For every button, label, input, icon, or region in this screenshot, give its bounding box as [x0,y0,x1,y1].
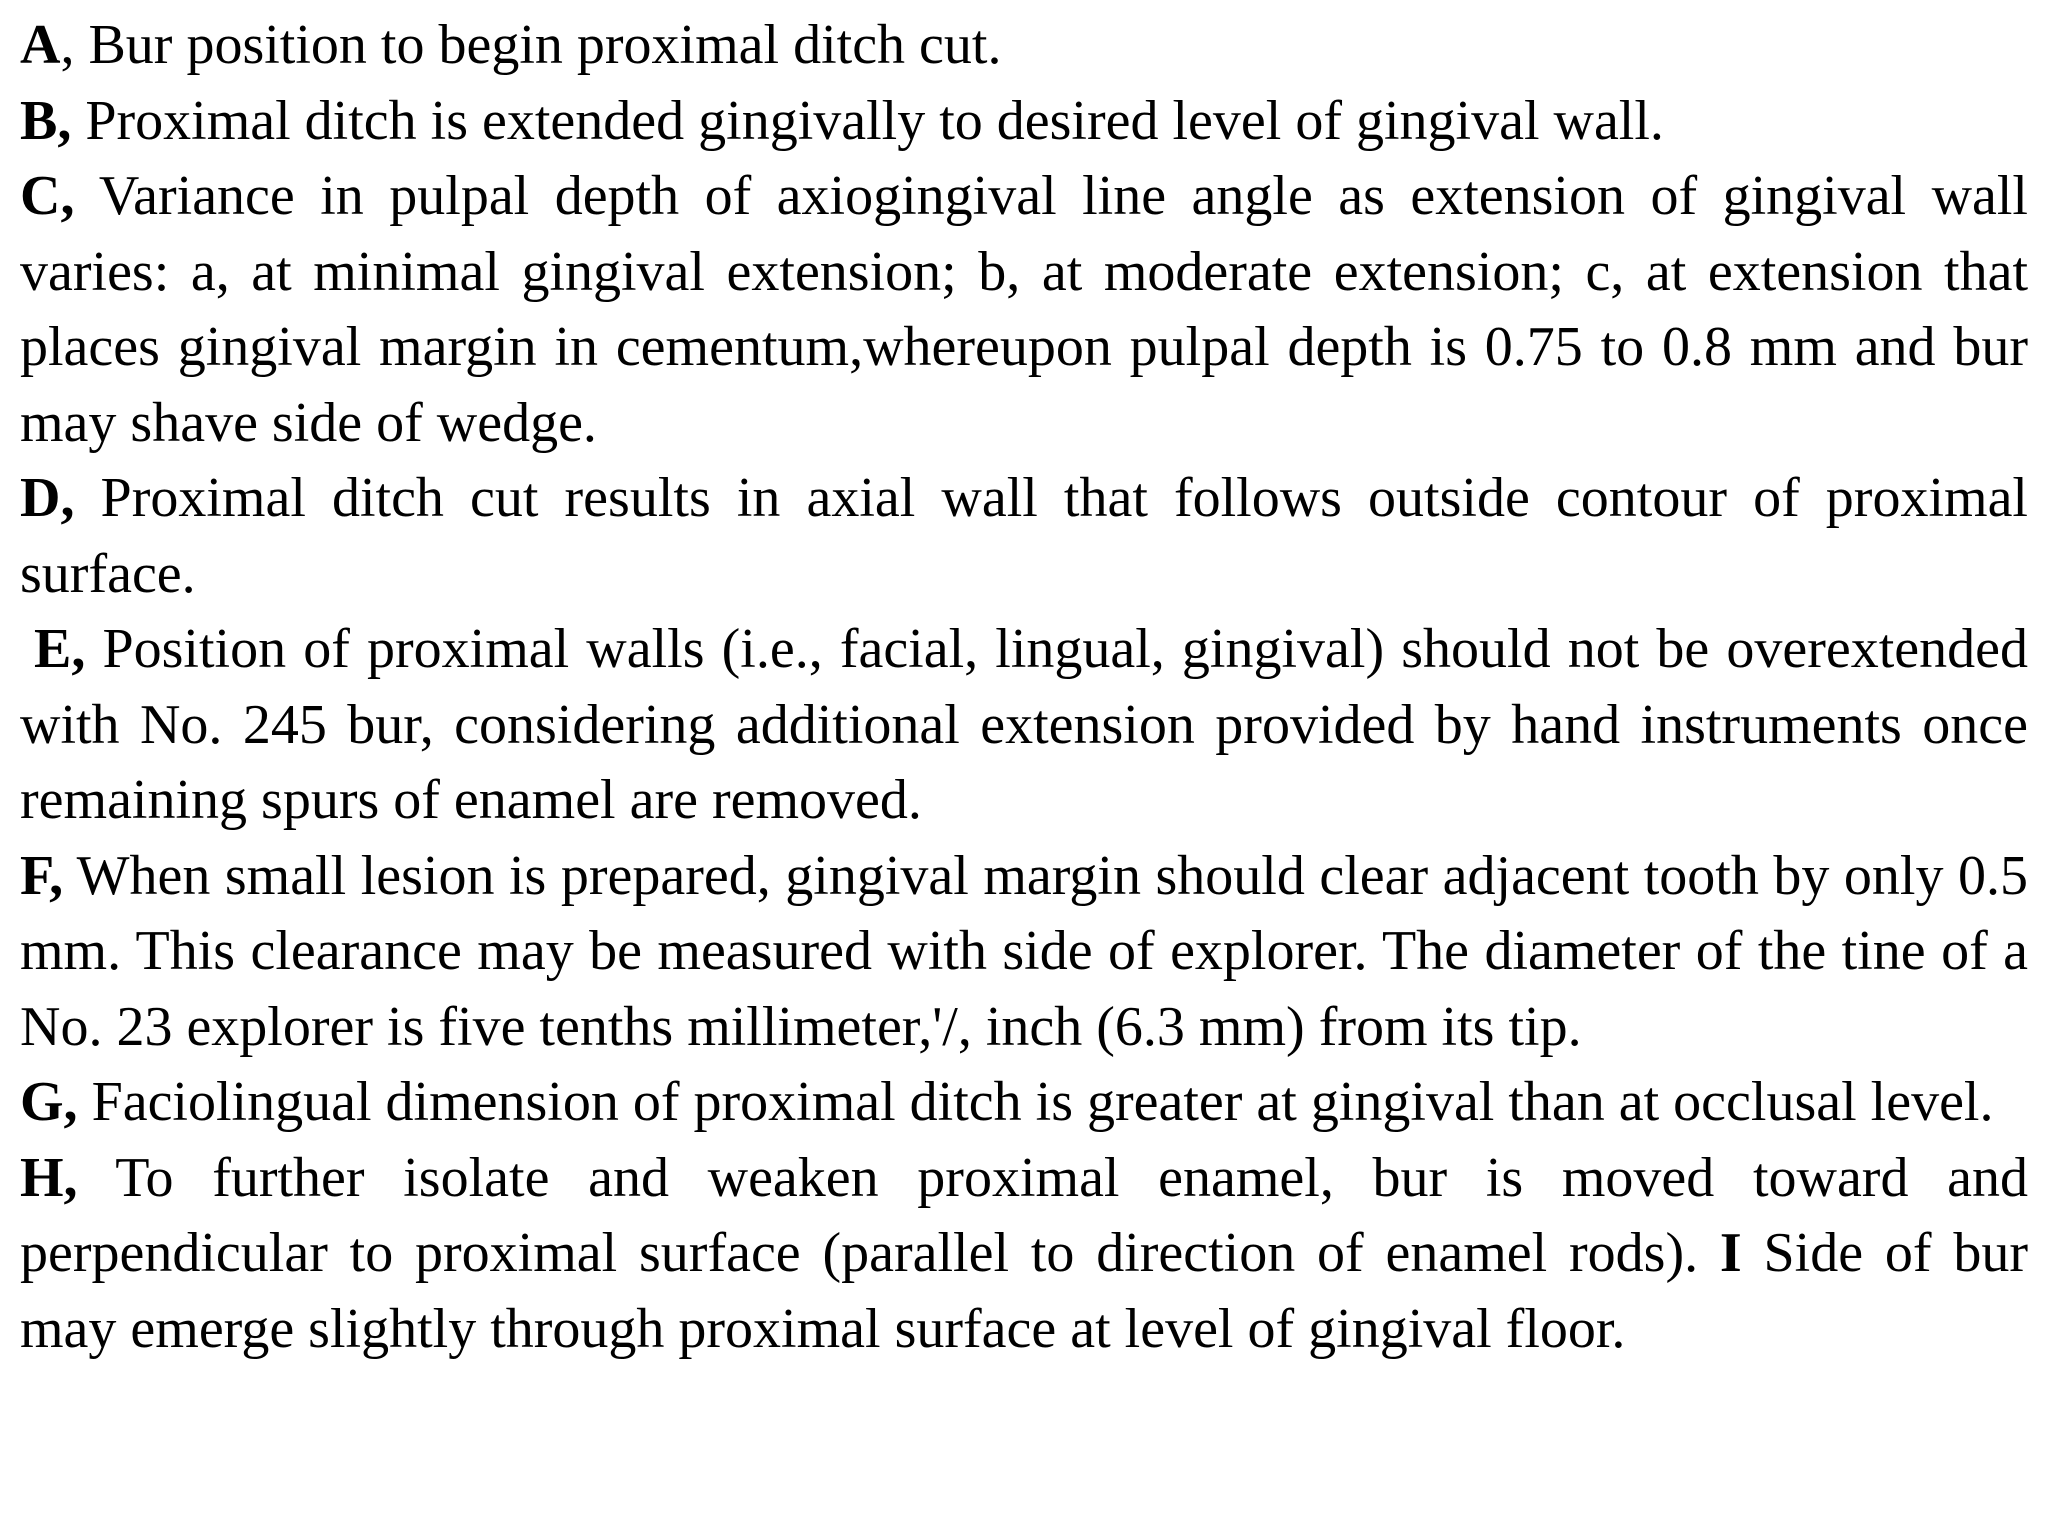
entry-text: When small lesion is prepared, gingival margin should clear adjacent tooth by only 0.5 mm. This clearance may be measured with side of explorer. The diameter of the tine of a No. 23 explorer is five tenths millimeter,'/, inch (6.3 mm) from its tip. [20,844,2028,1058]
entry-text-after: Side of bur may emerge slightly through proximal surface at level of gingival floor. [20,1222,2028,1360]
entry-text: Proximal ditch cut results in axial wall that follows outside contour of proximal surface. [20,467,2028,605]
entry-separator [74,165,98,227]
entry-separator [85,618,102,680]
caption-entry-e [20,612,2028,839]
caption-entry-d [20,461,2028,612]
entry-text: To further isolate and weaken proximal enamel, bur is moved toward and perpendicular to proximal surface (parallel to direction of enamel rods). [20,1146,2028,1284]
entry-text: Bur position to begin proximal ditch cut. [88,14,1002,76]
entry-separator: , [60,14,89,76]
figure-caption [20,8,2028,1367]
caption-entry-f [20,839,2028,1066]
entry-letter: D, [20,467,75,529]
entry-inline-letter: I [1719,1222,1742,1284]
entry-text: Variance in pulpal depth of axiogingival line angle as extension of gingival wall varies: a, at minimal gingival extension; b, at moderate extension; c, at extension that places gingival margin in cementum,whereupon pulpal depth is 0.75 to 0.8 mm and bur may shave side of wedge. [20,165,2028,454]
entry-letter: A [20,14,61,76]
entry-letter: F, [20,844,64,907]
entry-text: Proximal ditch is extended gingivally to desired level of gingival wall. [85,89,1664,152]
caption-entry-a [20,8,2028,84]
entry-letter: H, [20,1146,78,1209]
entry-text: Faciolingual dimension of proximal ditch is greater at gingival than at occlusal level. [91,1071,1994,1133]
entry-separator [71,90,85,152]
caption-entry-b [20,84,2028,160]
entry-letter: E, [34,618,86,680]
entry-separator [78,1071,92,1133]
caption-entry-h [20,1141,2028,1368]
entry-separator [78,1147,116,1209]
caption-entry-g [20,1065,2028,1141]
caption-entry-c [20,159,2028,461]
entry-letter: G, [20,1071,78,1133]
entry-separator [74,467,100,529]
entry-text: Position of proximal walls (i.e., facial, lingual, gingival) should not be overextended with No. 245 bur, considering additional extension provided by hand instruments once remaining spurs of enamel are removed. [20,618,2028,831]
entry-letter: C, [20,165,75,227]
entry-letter: B, [20,89,72,152]
entry-separator [63,845,77,907]
